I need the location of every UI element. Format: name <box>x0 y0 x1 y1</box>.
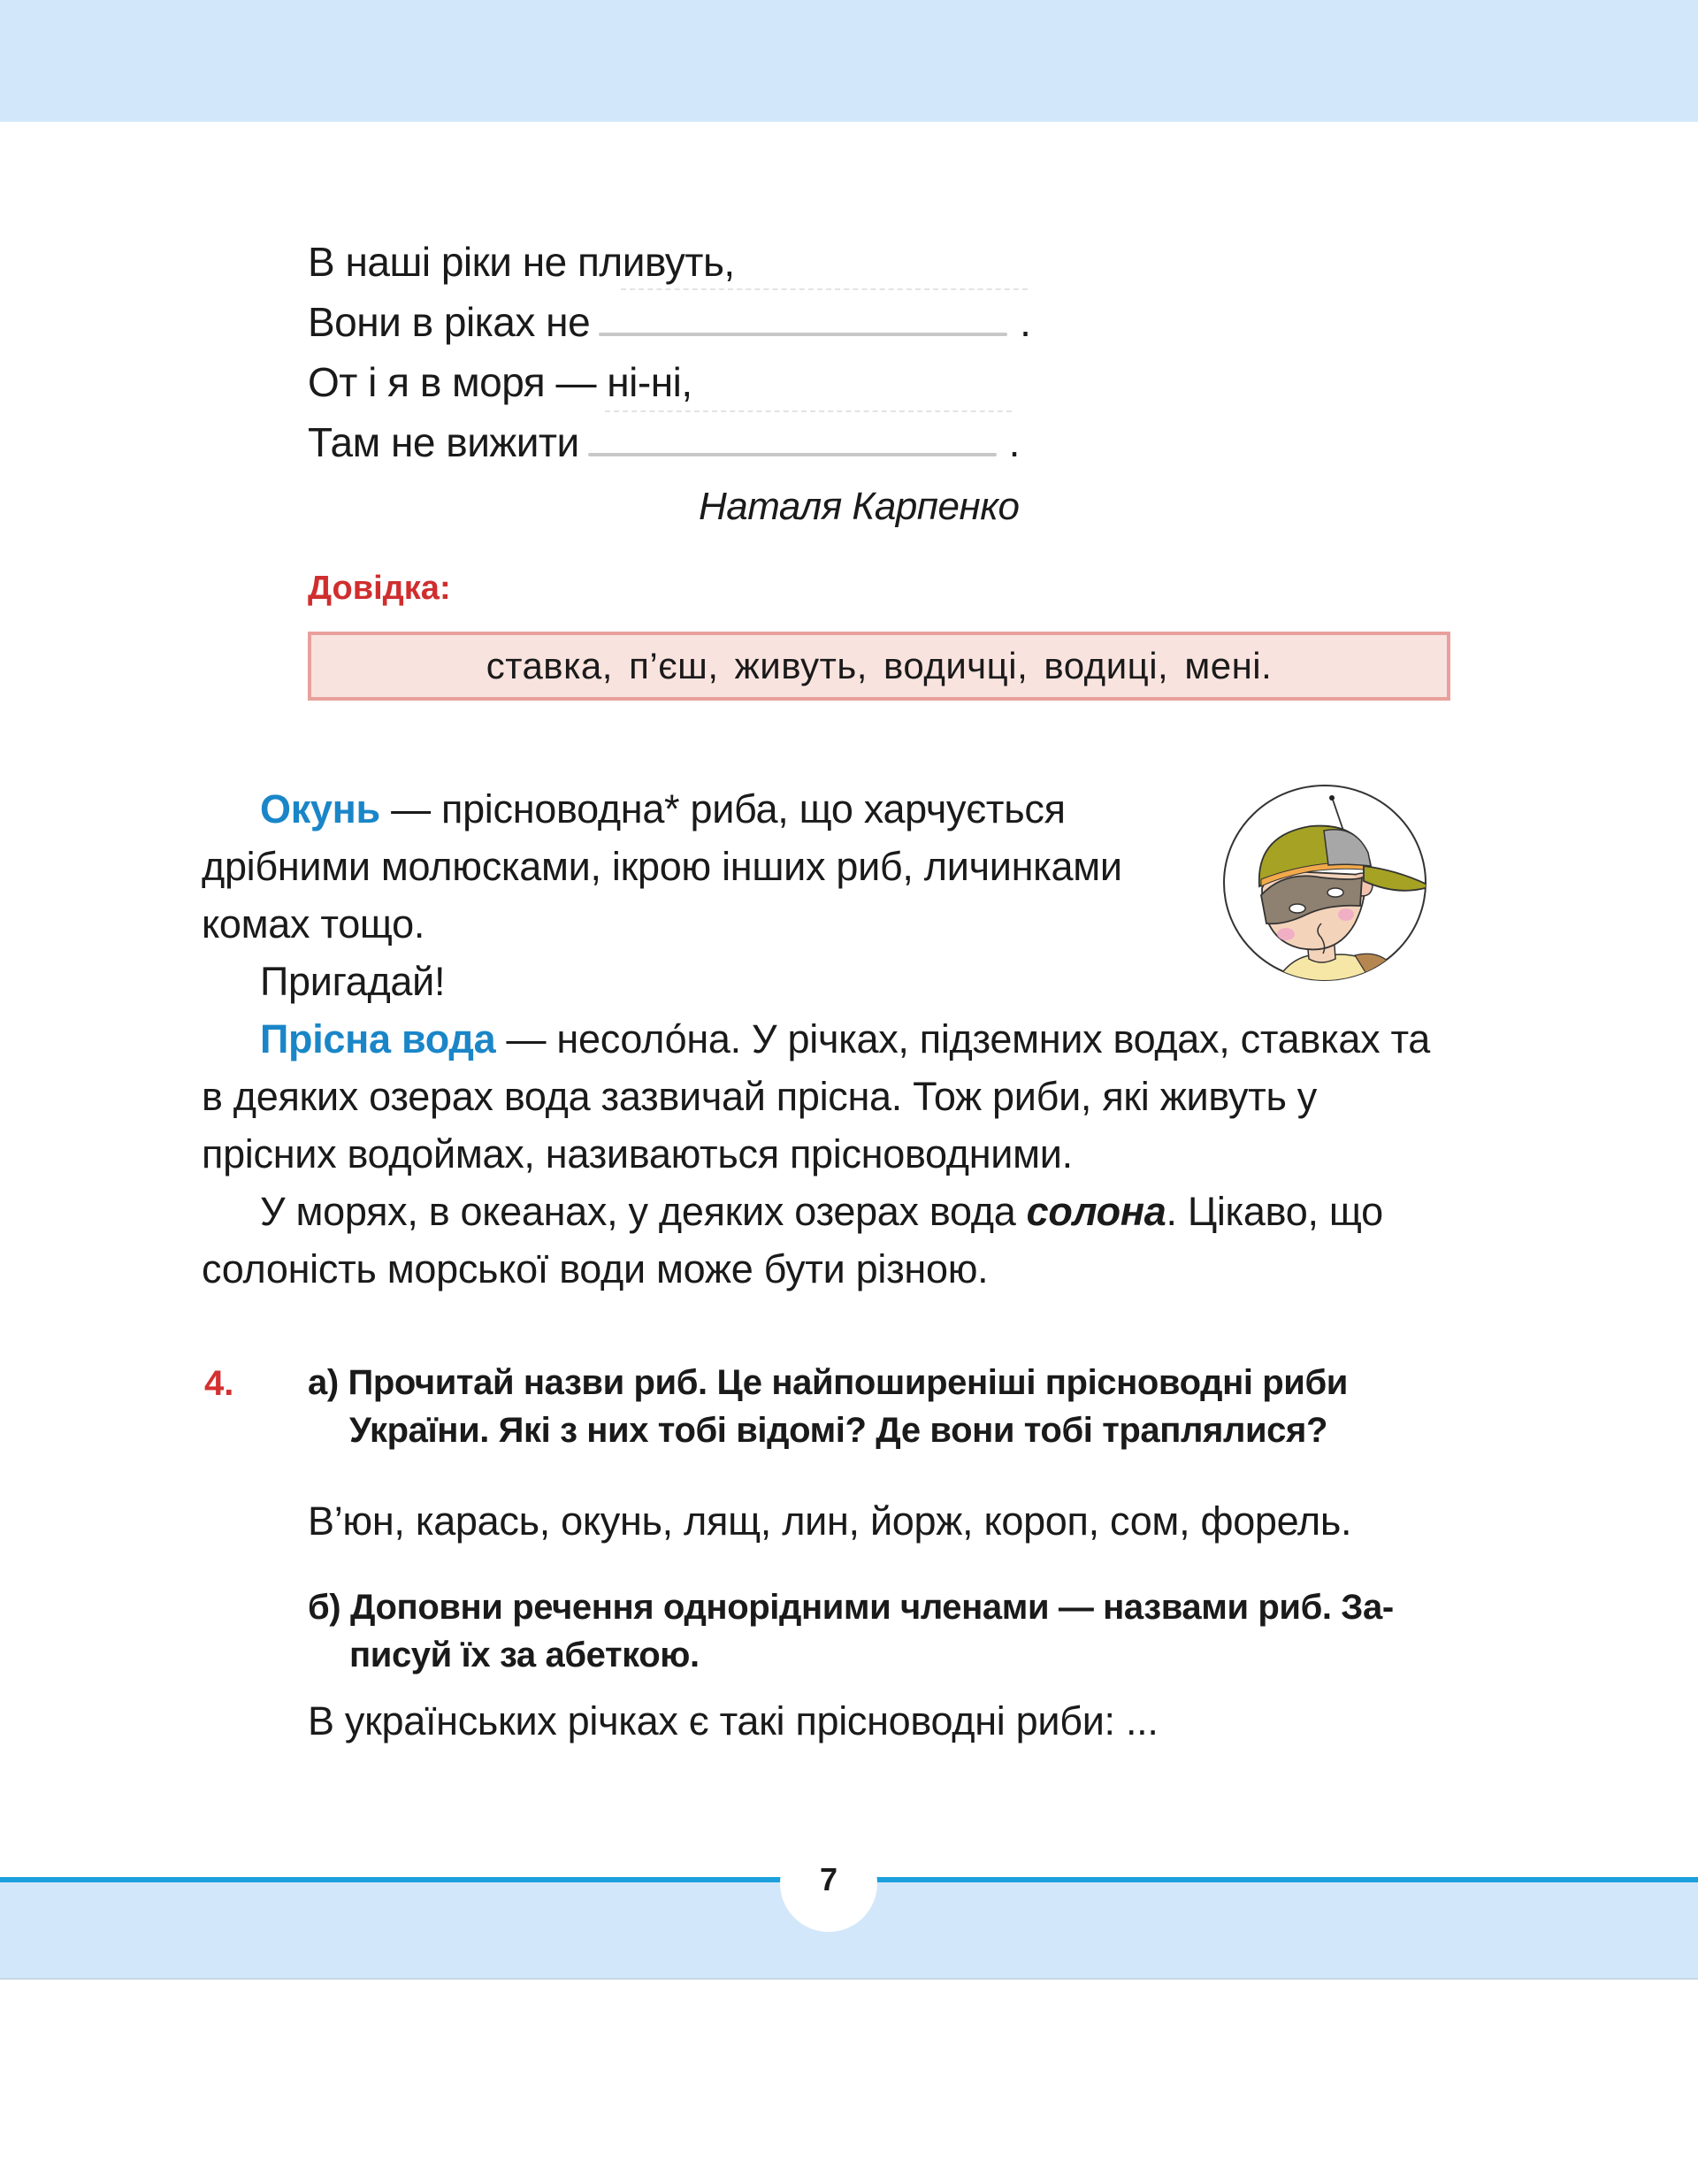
dashed-guide-line <box>605 410 1012 412</box>
reference-box <box>308 632 1450 701</box>
task-4b-text: б) Доповни речення однорідними членами — назвами риб. Записуй їх за абеткою. <box>308 1588 1395 1674</box>
poem-line-3 <box>308 352 1104 412</box>
line-end-period: . <box>1020 299 1031 345</box>
reference-words: ставка, п’єш, живуть, водичці, водиці, мені. <box>486 645 1273 686</box>
fill-in-blank[interactable] <box>588 453 997 456</box>
poem-line-text: От і я в моря — ні-ні, <box>308 359 692 405</box>
dashed-guide-line <box>621 288 1028 290</box>
sea-text-after: . Цікаво, що солоність морської води може бути різною. <box>202 1189 1383 1291</box>
remember-text: Пригадай! <box>260 959 446 1004</box>
poem-line-2 <box>308 292 1104 352</box>
fresh-water-paragraph <box>202 1010 1457 1183</box>
fill-in-blank[interactable] <box>599 333 1007 336</box>
reference-label: Довідка: <box>308 570 451 607</box>
poem-line-text: Вони в ріках не <box>308 299 591 345</box>
fish-list: В’юн, карась, окунь, лящ, лин, йорж, короп, сом, форель. <box>308 1498 1352 1544</box>
remember-line <box>202 953 1457 1010</box>
task-4a-text: а) Прочитай назви риб. Це найпоширеніші прісноводні риби України. Які з них тобі відомі? Де вони тобі траплялися? <box>308 1363 1348 1450</box>
poem-line-1 <box>308 232 1104 292</box>
okun-definition: — прісноводна* риба, що харчується дрібними молюсками, ікрою інших риб, личинками комах тощо. <box>202 786 1122 946</box>
poem-line-text: Там не вижити <box>308 419 579 465</box>
poem-line-text: В наші ріки не пливуть, <box>308 239 735 285</box>
term-okun: Окунь <box>260 786 380 831</box>
poem-line-4 <box>308 412 1104 472</box>
term-fresh-water: Прісна вода <box>260 1016 496 1061</box>
task-4b-instruction <box>308 1583 1457 1679</box>
task-4a-instruction <box>308 1359 1457 1454</box>
task-4b-sentence: В українських річках є такі прісноводні риби: ... <box>308 1698 1159 1743</box>
poem <box>308 232 1104 472</box>
sea-text-before: У морях, в океанах, у деяких озерах вода <box>260 1189 1027 1234</box>
fresh-water-definition: — несоло́на. У річках, підземних водах, ставках та в деяких озерах вода зазвичай прісна. Тож риби, які живуть у прісних водоймах, називаються прісноводними. <box>202 1016 1431 1176</box>
task-number: 4. <box>204 1364 234 1403</box>
poem-author: Наталя Карпенко <box>699 485 1020 528</box>
sea-water-paragraph <box>202 1183 1457 1298</box>
okun-paragraph <box>202 780 1210 953</box>
salty-emphasis: солона <box>1026 1189 1166 1234</box>
page-number: 7 <box>819 1861 838 1897</box>
line-end-period: . <box>1008 419 1020 465</box>
